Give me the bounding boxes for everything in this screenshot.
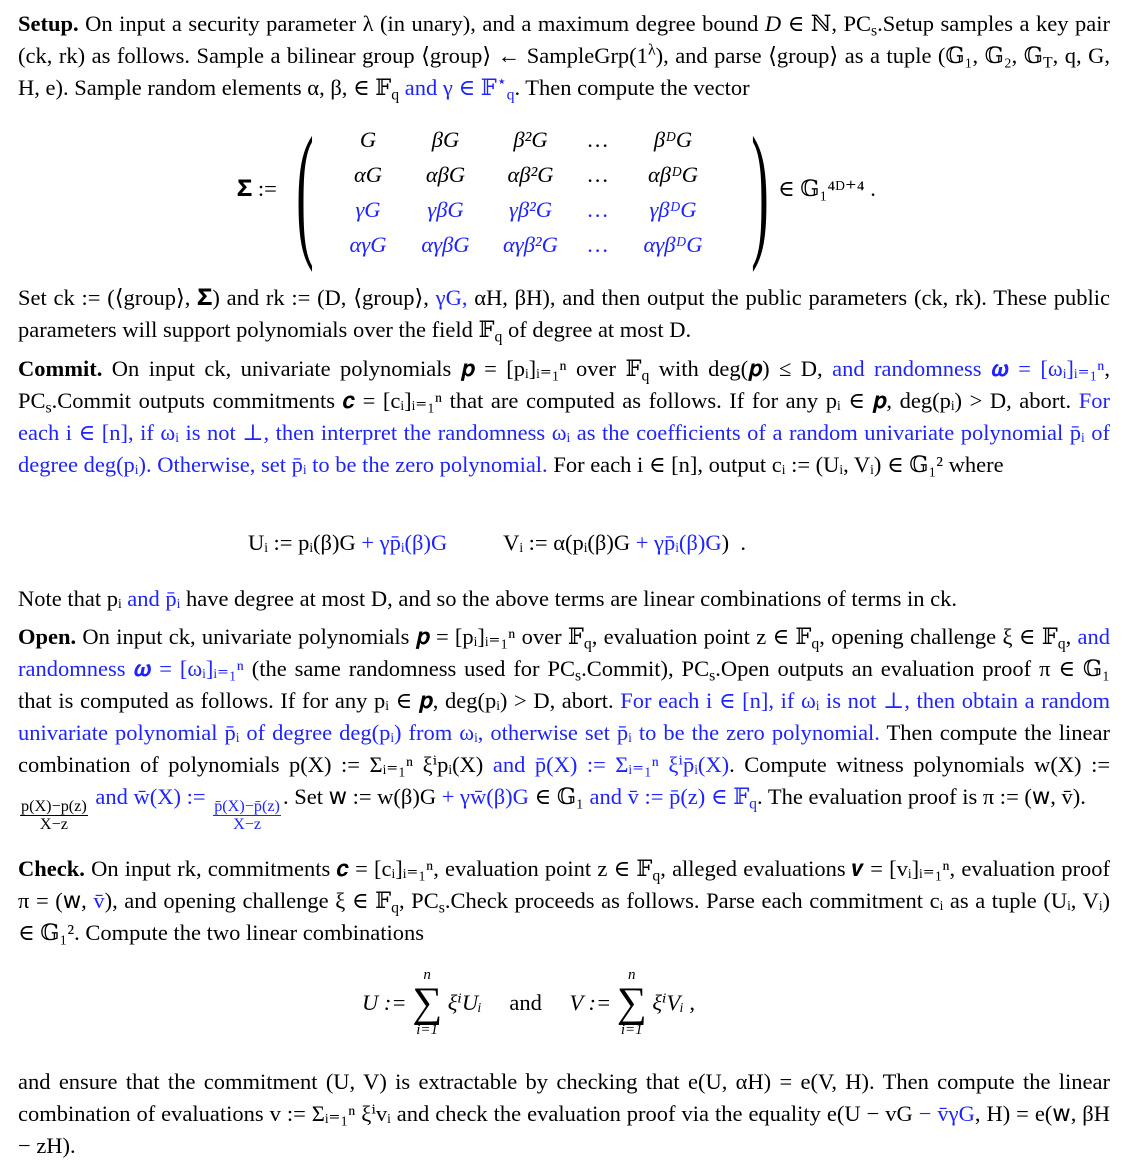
matrix-cell: βᴰG [653,127,693,152]
text-segment: , [1065,624,1078,649]
text-segment: + γp̄ᵢ(β)G [635,530,722,555]
text-segment: ) . [721,530,746,555]
text-segment: , q, G, H, e). Sample random elements α, β, ∈ 𝔽 [18,43,1111,100]
right-paren: ) [751,107,769,273]
text-segment: q [583,635,592,653]
v-lhs: V := [569,990,612,1015]
text-segment: v̄ [93,888,105,913]
text-segment: For each i ∈ [n], output cᵢ := (Uᵢ, Vᵢ) ∈ 𝔾₁² where [547,452,1004,477]
matrix-cell: αγβᴰG [643,232,703,257]
matrix-cell: αG [353,162,383,187]
text-segment: ∈ 𝔾₁ [528,784,590,809]
text-segment: have degree at most D, and so the above terms are linear combinations of terms in ck. [180,586,957,611]
text-segment: q [506,86,515,104]
fraction-numerator: p(X)−p(z) [21,797,87,816]
text-segment: .Check proceeds as follows. Parse each commitment cᵢ as a tuple (Uᵢ, Vᵢ) ∈ 𝔾₁². Compute the two linear combinations [18,888,1110,945]
matrix-cell: αγβG [421,232,470,257]
text-segment: s [438,899,445,917]
text-segment: s [45,399,52,417]
sum-lower-limit: i=1 [620,1022,643,1038]
text-segment: On input ck, univariate polynomials 𝒑 = [pᵢ]ᵢ₌₁ⁿ over 𝔽 [102,356,642,381]
text-segment: γG, [435,285,468,310]
text-segment: For each i ∈ [n], if ωᵢ is not ⊥, then interpret the randomness ωᵢ as the coefficients of a random univariate polynomial p̄ᵢ of degree deg(pᵢ). Otherwise, set p̄ᵢ to be the zero polynomial. [18,388,1110,477]
matrix-cell: … [587,197,608,222]
text-segment: ), and opening challenge ξ ∈ 𝔽 [104,888,392,913]
text-segment: q [1057,635,1066,653]
text-segment: (the same randomness used for PC [243,656,575,681]
matrix-cell: γβ²G [508,197,553,222]
text-segment: s [871,22,878,40]
text-segment: Vᵢ := α(pᵢ(β)G [447,530,636,555]
text-segment: Uᵢ := pᵢ(β)G [248,530,362,555]
text-segment: and v̄ := p̄(z) ∈ 𝔽 [589,784,750,809]
v-sum [617,968,647,1038]
and-word: and [509,990,542,1015]
matrix-cell: γβᴰG [649,197,697,222]
fraction-denominator: X−z [233,815,262,834]
text-segment: and p̄(X) := Σᵢ₌₁ⁿ ξⁱp̄ᵢ(X) [492,752,730,777]
text-segment: and p̄ᵢ [127,586,181,611]
text-segment: and w̄(X) := [95,784,212,809]
text-segment: D [764,11,782,36]
section-heading: Open. [18,624,77,649]
text-segment: , H) = e(𝗐, βH − zH). [18,1101,1110,1158]
matrix-membership: ∈ 𝔾₁⁴ᴰ⁺⁴ . [778,176,876,201]
text-segment: On input a security parameter λ (in unary), and a maximum degree bound [78,11,765,36]
u-term: ξⁱUᵢ [447,990,482,1015]
u-lhs: U := [362,990,407,1015]
text-segment: . Compute witness polynomials w(X) := [729,752,1111,777]
matrix-label: 𝚺 := [237,176,277,201]
sum-lower-limit: i=1 [416,1022,439,1038]
text-segment: . Then compute the vector [514,75,750,100]
fraction [20,798,88,833]
check-paragraph [18,853,1110,949]
text-segment: and randomness 𝝎 = [ωᵢ]ᵢ₌₁ⁿ [832,356,1105,381]
matrix-cell: αβ²G [507,162,554,187]
section-heading: Commit. [18,356,103,381]
text-segment: .Commit), PC [581,656,710,681]
section-heading: Check. [18,856,85,881]
text-segment: s [575,667,582,685]
fraction-denominator: X−z [39,815,68,834]
matrix-cell: … [587,232,608,257]
final-paragraph [18,1066,1110,1162]
check-sums-display [362,968,862,1038]
sum-symbol: ∑ [616,980,647,1026]
sigma-matrix-display [0,107,1130,273]
matrix-cell: αγβ²G [503,232,558,257]
text-segment: ∈ ℕ, PC [781,11,871,36]
sum-upper-limit: n [423,967,431,983]
text-segment: q [749,795,758,813]
set-ck-paragraph [18,282,1110,346]
open-paragraph [18,621,1110,833]
text-segment: + γw̄(β)G [441,784,529,809]
text-segment: q [641,367,650,385]
text-segment: ⋆ [496,73,507,91]
text-segment: Then compute the linear combination of polynomials p(X) := Σᵢ₌₁ⁿ ξⁱpᵢ(X) [18,720,1110,777]
text-segment: T [1043,54,1053,72]
left-paren: ( [296,107,314,273]
text-segment: . The evaluation proof is π := (𝗐, v̄). [757,784,1086,809]
matrix-cell: αβG [425,162,466,187]
text-segment: of degree at most D. [502,317,692,342]
setup-paragraph [18,8,1110,104]
text-segment: , opening challenge ξ ∈ 𝔽 [819,624,1058,649]
sum-symbol: ∑ [412,980,443,1026]
text-segment: q [652,867,661,885]
matrix-cell: β²G [513,127,548,152]
matrix-cell: αγG [349,232,387,257]
section-heading: Setup. [18,11,79,36]
text-segment: . Set 𝗐 := w(β)G [282,784,442,809]
matrix-cell: γβG [427,197,464,222]
text-segment: , PC [18,356,1111,413]
text-segment: On input ck, univariate polynomials 𝒑 = [pᵢ]ᵢ₌₁ⁿ over 𝔽 [76,624,584,649]
text-segment: .Commit outputs commitments 𝒄 = [cᵢ]ᵢ₌₁ⁿ that are computed as follows. If for any pᵢ ∈ 𝒑, deg(pᵢ) > D, abort. [51,388,1079,413]
text-segment: − v̄γG [918,1101,975,1126]
matrix-cell: βG [431,127,460,152]
text-segment: For each i ∈ [n], if ωᵢ is not ⊥, then obtain a random univariate polynomial p̄ᵢ of degree deg(pᵢ) from ωᵢ, otherwise set p̄ᵢ to be the zero polynomial. [18,688,1110,745]
u-sum [412,968,442,1038]
text-segment: , PC [398,888,439,913]
commit-paragraph [18,353,1110,481]
matrix-cell: αβᴰG [647,162,699,187]
text-segment: On input rk, commitments 𝒄 = [cᵢ]ᵢ₌₁ⁿ, evaluation point z ∈ 𝔽 [84,856,653,881]
text-segment: .Open outputs an evaluation proof π ∈ 𝔾₁ that is computed as follows. If for any pᵢ ∈ 𝒑, deg(pᵢ) > D, abort. [18,656,1110,713]
text-segment: and randomness 𝝎 = [ωᵢ]ᵢ₌₁ⁿ [18,624,1110,681]
text-segment: Note that pᵢ [18,586,128,611]
text-segment: λ [647,41,656,59]
matrix-grid [328,124,728,260]
text-segment: αH, βH), and then output the public parameters (ck, rk). These public parameters will support polynomials over the field 𝔽 [18,285,1111,342]
sum-upper-limit: n [627,967,636,983]
note-paragraph [18,583,1110,615]
text-segment: s [709,667,716,685]
text-segment: , evaluation point z ∈ 𝔽 [591,624,812,649]
text-segment: q [494,328,503,346]
text-segment: Set ck := (⟨group⟩, 𝚺) and rk := (D, ⟨group⟩, [18,285,436,310]
text-segment: .Setup samples a key pair (ck, rk) as follows. Sample a bilinear group ⟨group⟩ ← SampleGrp(1 [18,11,1110,68]
text-segment: q [391,899,399,917]
fraction [213,798,281,833]
text-segment: with deg(𝒑) ≤ D, [649,356,833,381]
v-term: ξⁱVᵢ , [652,990,696,1015]
text-segment: , alleged evaluations 𝒗 = [vᵢ]ᵢ₌₁ⁿ, evaluation proof π = (𝗐, [18,856,1111,913]
text-segment: ), and parse ⟨group⟩ as a tuple (𝔾₁, 𝔾₂, 𝔾 [655,43,1044,68]
text-segment: and ensure that the commitment (U, V) is extractable by checking that e(U, αH) = e(V, H). Then compute the linear combination of evaluations v := Σᵢ₌₁ⁿ ξⁱvᵢ and check the evaluation proof via the equality e(U − vG [18,1069,1110,1126]
commit-equations [248,530,1048,556]
text-segment: q [391,86,400,104]
text-segment: + γp̄ᵢ(β)G [361,530,448,555]
text-segment: and γ ∈ 𝔽 [399,75,497,100]
fraction-numerator: p̄(X)−p̄(z) [214,797,280,816]
matrix-cell: G [359,127,377,152]
text-segment: q [811,635,820,653]
matrix-cell: … [587,127,608,152]
matrix-cell: … [587,162,608,187]
matrix-cell: γG [355,197,381,222]
